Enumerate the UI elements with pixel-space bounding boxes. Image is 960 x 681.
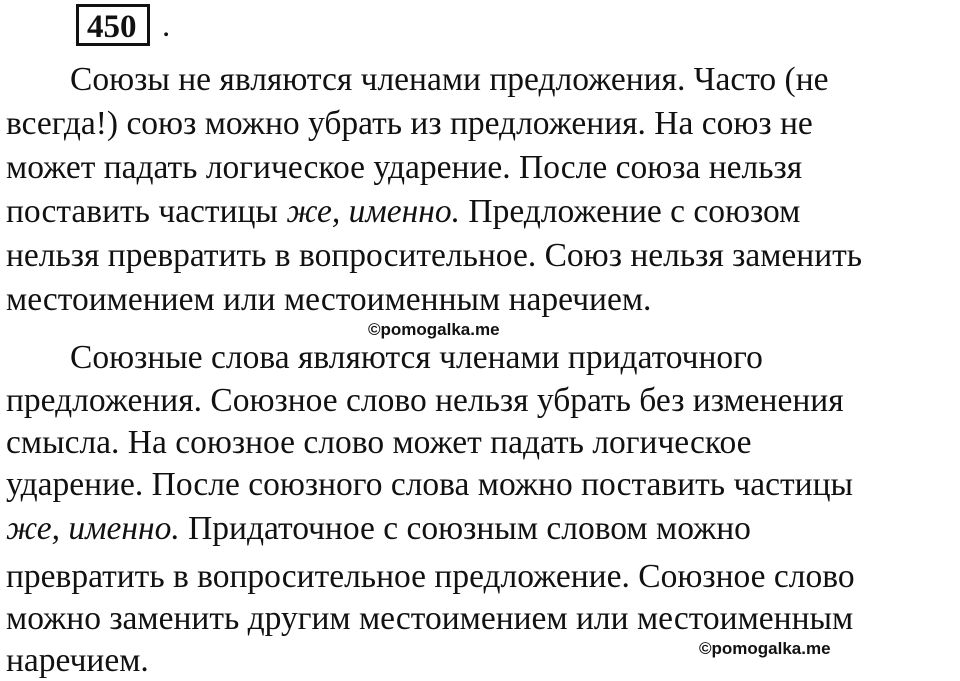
text-line: местоимением или местоименным наречием. xyxy=(6,281,652,318)
watermark: ©pomogalka.me xyxy=(368,320,500,339)
text-segment: Придаточное с союзным словом можно xyxy=(179,510,751,547)
text-line: предложения. Союзное слово нельзя убрать без изменения xyxy=(6,382,844,419)
exercise-number-dot: . xyxy=(162,8,171,44)
text-line: может падать логическое ударение. После союза нельзя xyxy=(6,149,803,186)
text-segment: Предложение с союзом xyxy=(460,193,801,230)
text-line: всегда!) союз можно убрать из предложения. На союз не xyxy=(6,105,813,142)
italic-particles: же, именно. xyxy=(6,510,180,547)
text-line: Союзные слова являются членами придаточного xyxy=(70,339,763,376)
text-line: превратить в вопросительное предложение. Союзное слово xyxy=(6,558,855,595)
text-line: можно заменить другим местоимением или местоименным xyxy=(6,600,854,637)
exercise-number: 450 xyxy=(87,9,137,45)
text-line: ударение. После союзного слова можно поставить частицы xyxy=(6,466,854,503)
text-line xyxy=(6,509,751,549)
text-line xyxy=(6,192,800,232)
exercise-number-box xyxy=(76,4,150,46)
text-line: Союзы не являются членами предложения. Часто (не xyxy=(70,61,829,98)
text-segment: поставить частицы xyxy=(6,193,287,230)
italic-particles: же, именно. xyxy=(286,193,461,230)
text-line: смысла. На союзное слово может падать логическое xyxy=(6,424,752,461)
text-line: нельзя превратить в вопросительное. Союз нельзя заменить xyxy=(6,237,863,274)
watermark: ©pomogalka.me xyxy=(699,639,831,658)
text-line: наречием. xyxy=(6,642,149,679)
